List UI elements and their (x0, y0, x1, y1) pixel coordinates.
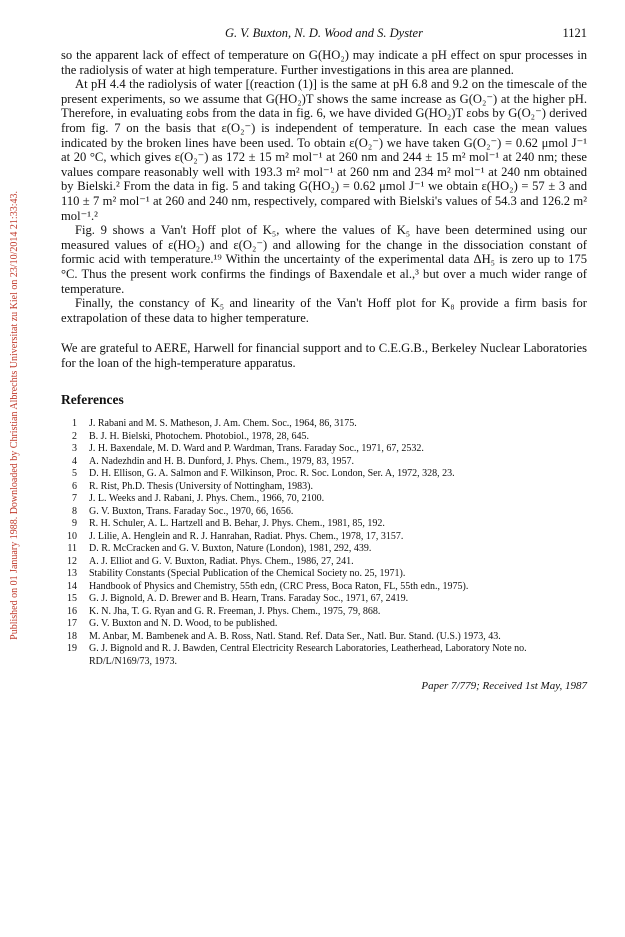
reference-item (61, 431, 587, 444)
reference-item (61, 418, 587, 431)
reference-number: 1 (72, 418, 77, 430)
reference-item (61, 556, 587, 569)
reference-item (61, 531, 587, 544)
reference-number: 8 (72, 505, 77, 517)
reference-number: 17 (67, 618, 77, 630)
reference-text: J. Lilie, A. Henglein and R. J. Hanrahan, Radiat. Phys. Chem., 1978, 17, 3157. (89, 530, 404, 542)
reference-text: J. L. Weeks and J. Rabani, J. Phys. Chem., 1966, 70, 2100. (89, 493, 325, 505)
reference-text: G. J. Bignold, A. D. Brewer and B. Hearn, Trans. Faraday Soc., 1971, 67, 2419. (89, 593, 409, 605)
reference-item (61, 618, 587, 631)
reference-item (61, 581, 587, 594)
reference-item (61, 443, 587, 456)
reference-text: B. J. H. Bielski, Photochem. Photobiol., 1978, 28, 645. (89, 430, 310, 442)
acknowledgements: We are grateful to AERE, Harwell for financial support and to C.E.G.B., Berkeley Nuclear Laboratories for the loan of the high-temperature apparatus. (61, 341, 587, 370)
reference-number: 10 (67, 530, 77, 542)
article-page (61, 20, 587, 692)
reference-item (61, 593, 587, 606)
reference-number: 18 (67, 630, 77, 642)
download-watermark (6, 120, 22, 710)
references-list (61, 418, 587, 668)
body-paragraph-4: Finally, the constancy of K₅ and linearity of the Van't Hoff plot for K₈ provide a firm basis for extrapolation of these data to higher temperature. (61, 296, 587, 325)
reference-number: 3 (72, 443, 77, 455)
reference-number: 5 (72, 468, 77, 480)
reference-text: G. J. Bignold and R. J. Bawden, Central Electricity Research Laboratories, Leatherhead, Laboratory Note no. RD/L/N169/73, 1973. (89, 643, 527, 667)
reference-text: R. H. Schuler, A. L. Hartzell and B. Behar, J. Phys. Chem., 1981, 85, 192. (89, 518, 385, 530)
reference-number: 12 (67, 555, 77, 567)
reference-item (61, 493, 587, 506)
reference-item (61, 481, 587, 494)
reference-text: D. R. McCracken and G. V. Buxton, Nature (London), 1981, 292, 439. (89, 543, 372, 555)
reference-text: J. Rabani and M. S. Matheson, J. Am. Chem. Soc., 1964, 86, 3175. (89, 418, 357, 430)
running-header-authors: G. V. Buxton, N. D. Wood and S. Dyster (225, 26, 423, 40)
reference-number: 7 (72, 493, 77, 505)
reference-text: Handbook of Physics and Chemistry, 55th edn, (CRC Press, Boca Raton, FL, 55th edn., 1975). (89, 580, 469, 592)
reference-item (61, 606, 587, 619)
reference-number: 14 (67, 580, 77, 592)
reference-number: 15 (67, 593, 77, 605)
reference-text: A. Nadezhdin and H. B. Dunford, J. Phys. Chem., 1979, 83, 1957. (89, 455, 354, 467)
reference-text: R. Rist, Ph.D. Thesis (University of Nottingham, 1983). (89, 480, 313, 492)
reference-item (61, 518, 587, 531)
reference-number: 2 (72, 430, 77, 442)
reference-number: 4 (72, 455, 77, 467)
reference-number: 6 (72, 480, 77, 492)
paper-received-footer: Paper 7/779; Received 1st May, 1987 (421, 680, 587, 693)
reference-text: Stability Constants (Special Publication of the Chemical Society no. 25, 1971). (89, 568, 406, 580)
references-heading: References (61, 392, 124, 408)
reference-number: 13 (67, 568, 77, 580)
reference-text: J. H. Baxendale, M. D. Ward and P. Wardman, Trans. Faraday Soc., 1971, 67, 2532. (89, 443, 424, 455)
reference-number: 9 (72, 518, 77, 530)
reference-item (61, 568, 587, 581)
download-watermark-text: Published on 01 January 1988. Downloaded by Christian Albrechts Universitat zu Kiel on 23/10/2014 21:33:43. (8, 190, 20, 640)
reference-text: D. H. Ellison, G. A. Salmon and F. Wilkinson, Proc. R. Soc. London, Ser. A, 1972, 328, 23. (89, 468, 455, 480)
body-paragraph-2: At pH 4.4 the radiolysis of water [(reaction (1)] is the same at pH 6.8 and 9.2 on the timescale of the present experiments, so we assume that G(HO₂)T shows the same increase as G(O₂⁻) at the higher pH. Therefore, in evaluating εobs from the data in fig. 6, we have divided G(HO₂)T εobs by G(O₂⁻) derived from fig. 7 on the basis that ε(O₂⁻) is independent of temperature. In each case the mean values indicated by the broken lines have been used. To obtain ε(O₂⁻) we have taken G(O₂⁻) = 0.62 μmol J⁻¹ at 20 °C, which gives ε(O₂⁻) as 172 ± 15 m² mol⁻¹ at 260 nm and 244 ± 15 m² mol⁻¹ at 240 nm; these values compare reasonably well with 193.3 m² mol⁻¹ at 260 nm and 234 m² mol⁻¹ at 240 nm obtained by Bielski.² From the data in fig. 5 and taking G(HO₂) = 0.62 μmol J⁻¹ we obtain ε(HO₂) = 57 ± 3 and 110 ± 7 m² mol⁻¹ at 260 and 240 nm, respectively, compared with Bielski's values of 54.3 and 126.2 m² mol⁻¹.² (61, 77, 587, 223)
running-header (61, 20, 587, 48)
body-paragraph-3: Fig. 9 shows a Van't Hoff plot of K₅, where the values of K₅ have been determined using our measured values of ε(HO₂) and ε(O₂⁻) and allowing for the change in the dissociation constant of formic acid with temperature.¹⁹ Within the uncertainty of the experimental data ΔH₅ is zero up to 175 °C. Thus the present work confirms the findings of Baxendale et al.,³ but over a much wider range of temperature. (61, 223, 587, 296)
reference-item (61, 456, 587, 469)
body-paragraph-1: so the apparent lack of effect of temperature on G(HO₂) may indicate a pH effect on spur processes in the radiolysis of water at high temperature. Further investigations in this area are planned. (61, 48, 587, 77)
reference-item (61, 506, 587, 519)
reference-text: G. V. Buxton and N. D. Wood, to be published. (89, 618, 278, 630)
reference-text: A. J. Elliot and G. V. Buxton, Radiat. Phys. Chem., 1986, 27, 241. (89, 555, 354, 567)
reference-number: 16 (67, 605, 77, 617)
reference-text: G. V. Buxton, Trans. Faraday Soc., 1970, 66, 1656. (89, 505, 294, 517)
reference-text: M. Anbar, M. Bambenek and A. B. Ross, Natl. Stand. Ref. Data Ser., Natl. Bur. Stand. (U.S.) 1973, 43. (89, 630, 501, 642)
reference-number: 19 (67, 643, 77, 655)
reference-number: 11 (67, 543, 77, 555)
reference-item (61, 643, 587, 668)
page-number: 1121 (562, 26, 587, 40)
reference-item (61, 543, 587, 556)
reference-item (61, 631, 587, 644)
reference-item (61, 468, 587, 481)
reference-text: K. N. Jha, T. G. Ryan and G. R. Freeman, J. Phys. Chem., 1975, 79, 868. (89, 605, 381, 617)
